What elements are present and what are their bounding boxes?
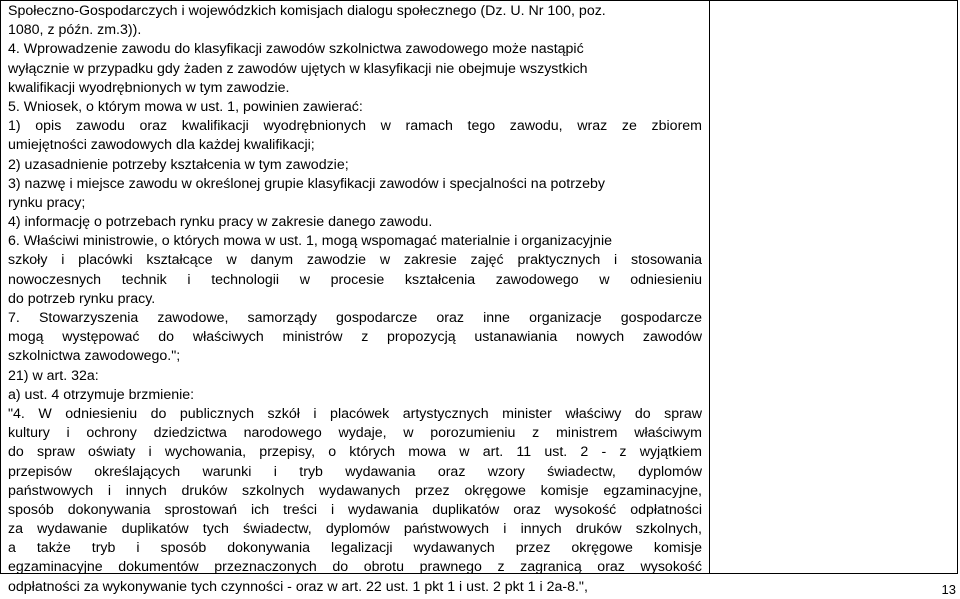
text-line: 4) informację o potrzebach rynku pracy w zakresie danego zawodu. [8, 214, 433, 231]
text-line: 1080, z późn. zm.3)). [8, 22, 142, 39]
text-line: kultury i ochrony dziedzictwa narodowego wydaje, w porozumieniu z ministrem właściwym [8, 425, 702, 442]
text-line: egzaminacyjne dokumentów przeznaczonych do obrotu prawnego z zagranicą oraz wysokość [8, 559, 702, 576]
text-line: do potrzeb rynku pracy. [8, 290, 156, 307]
text-line: "4. W odniesieniu do publicznych szkół i placówek artystycznych minister właściwy do spraw [8, 405, 702, 422]
text-line: 5. Wniosek, o którym mowa w ust. 1, powinien zawierać: [8, 98, 363, 115]
text-line: kwalifikacji wyodrębnionych w tym zawodzie. [8, 79, 290, 96]
text-line: 6. Właściwi ministrowie, o których mowa w ust. 1, mogą wspomagać materialnie i organizacyjnie [8, 233, 612, 250]
text-line: mogą występować do właściwych ministrów z propozycją ustanawiania nowych zawodów [8, 329, 702, 346]
text-line: a także tryb i sposób dokonywania legalizacji wydawanych przez okręgowe komisje [8, 540, 702, 557]
text-line: przepisów określających warunki i tryb wydawania oraz wzory świadectw, dyplomów [8, 463, 702, 480]
text-column [1, 1, 710, 595]
text-line: 2) uzasadnienie potrzeby kształcenia w tym zawodzie; [8, 156, 349, 173]
text-line: 4. Wprowadzenie zawodu do klasyfikacji zawodów szkolnictwa zawodowego może nastąpić [8, 41, 584, 58]
text-line: sposób dokonywania sprostowań ich treści i wydawania duplikatów oraz wysokość odpłatności [8, 501, 702, 518]
text-line: rynku pracy; [8, 194, 86, 211]
text-line: 1) opis zawodu oraz kwalifikacji wyodrębnionych w ramach tego zawodu, wraz ze zbiorem [8, 118, 702, 135]
text-line: 3) nazwę i miejsce zawodu w określonej grupie klasyfikacji zawodów i specjalności na potrzeby [8, 175, 605, 192]
text-line: do spraw oświaty i wychowania, przepisy, o których mowa w art. 11 ust. 2 - z wyjątkiem [8, 444, 702, 461]
text-line: umiejętności zawodowych dla każdej kwalifikacji; [8, 137, 315, 154]
text-line: a) ust. 4 otrzymuje brzmienie: [8, 386, 195, 403]
text-line: 7. Stowarzyszenia zawodowe, samorządy gospodarcze oraz inne organizacje gospodarcze [8, 310, 702, 326]
text-line: Społeczno-Gospodarczych i wojewódzkich komisjach dialogu społecznego (Dz. U. Nr 100, poz. [8, 3, 606, 19]
text-line: szkolnictwa zawodowego."; [8, 348, 181, 365]
empty-column [710, 1, 957, 573]
text-line: państwowych i innych druków szkolnych wydawanych przez okręgowe komisje egzaminacyjne, [8, 482, 702, 499]
text-line: odpłatności za wykonywanie tych czynności - oraz w art. 22 ust. 1 pkt 1 i ust. 2 pkt 1 i 2a-8.", [8, 578, 588, 595]
text-line: za wydawanie duplikatów tych świadectw, dyplomów państwowych i innych druków szkolnych, [8, 521, 702, 538]
text-line: 21) w art. 32a: [8, 367, 99, 384]
text-line: nowoczesnych technik i technologii w procesie kształcenia zawodowego w odniesieniu [8, 271, 702, 288]
page-number: 13 [941, 582, 956, 597]
text-line: szkoły i placówki kształcące w danym zawodzie w zakresie zajęć praktycznych i stosowania [8, 252, 702, 269]
text-line: wyłącznie w przypadku gdy żaden z zawodów ujętych w klasyfikacji nie obejmuje wszystkich [8, 60, 588, 77]
